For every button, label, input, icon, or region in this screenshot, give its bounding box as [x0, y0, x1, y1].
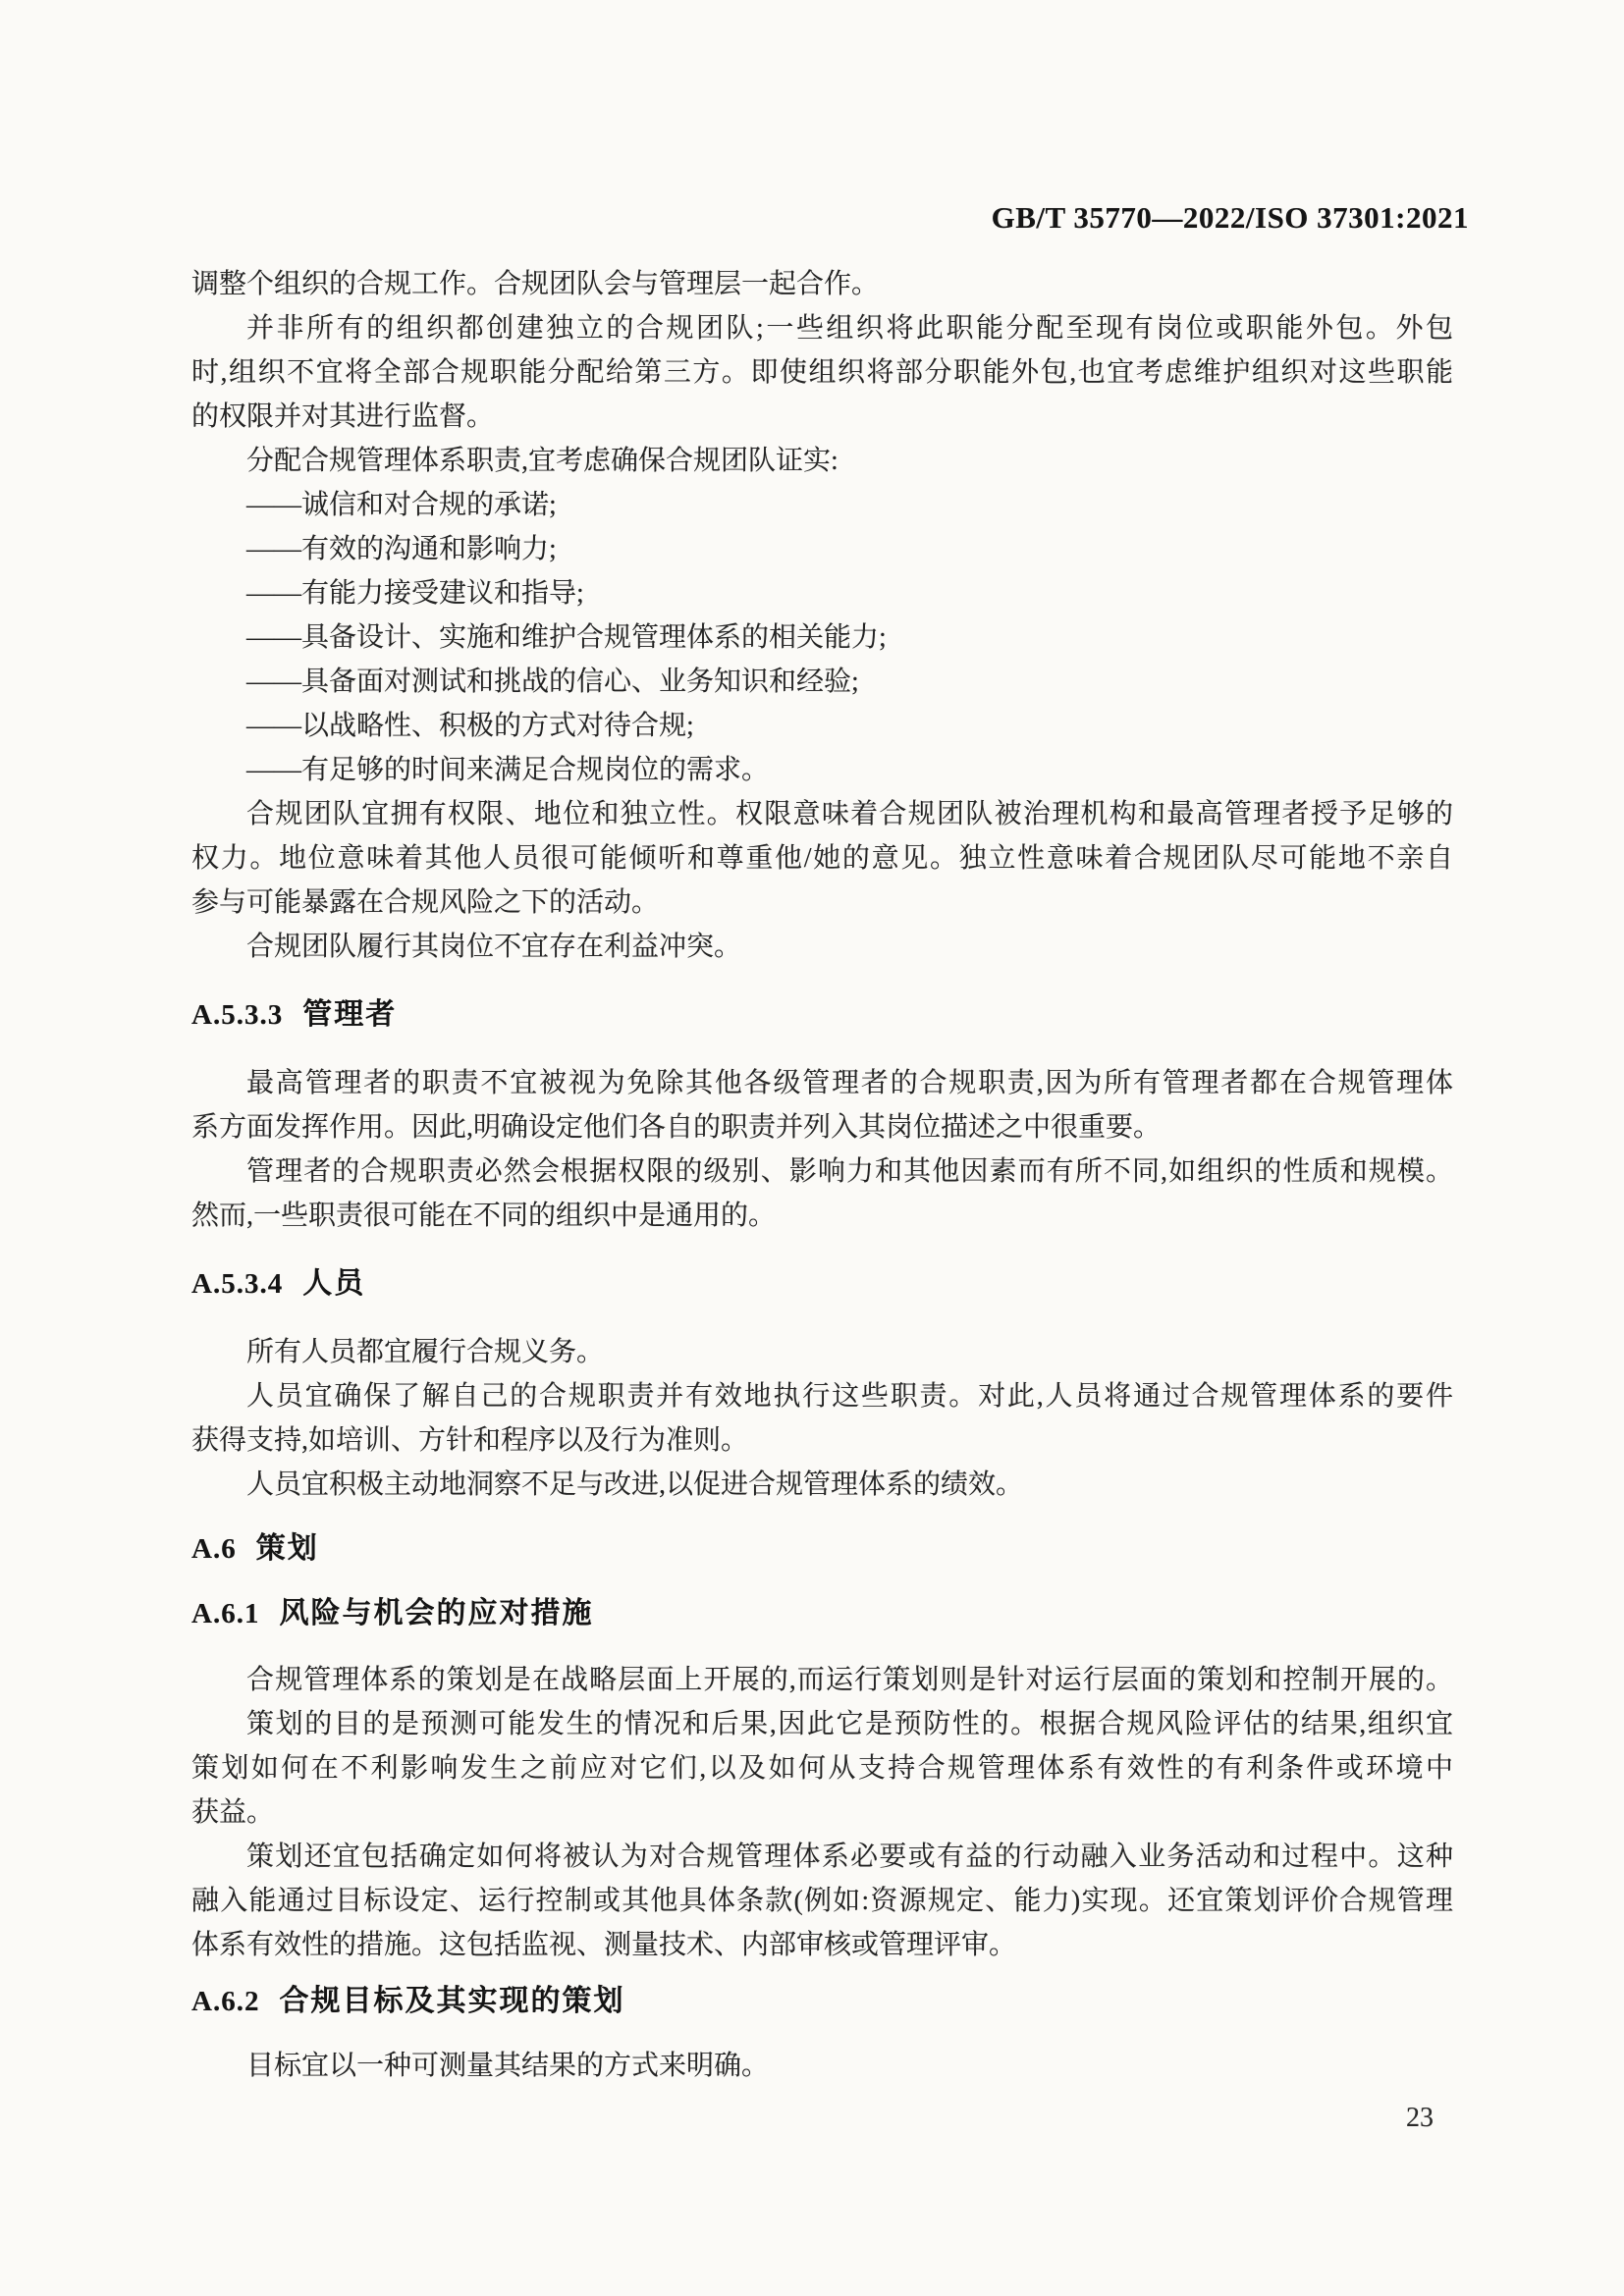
text-line: 的权限并对其进行监督。: [191, 401, 495, 432]
heading-number: A.5.3.3: [191, 999, 284, 1031]
text-line: 目标宜以一种可测量其结果的方式来明确。: [246, 2051, 770, 2081]
dash-list-item: ——以战略性、积极的方式对待合规;: [246, 711, 694, 741]
dash-list-item: ——诚信和对合规的承诺;: [246, 490, 557, 520]
section-heading-a-5-3-4: [191, 1261, 1453, 1307]
page-header-standard-code: GB/T 35770—2022/ISO 37301:2021: [991, 200, 1469, 235]
text-line: 人员宜确保了解自己的合规职责并有效地执行这些职责。对此,人员将通过合规管理体系的要件: [246, 1381, 1453, 1412]
text-line: 最高管理者的职责不宜被视为免除其他各级管理者的合规职责,因为所有管理者都在合规管理体: [246, 1068, 1453, 1098]
heading-number: A.5.3.4: [191, 1268, 284, 1300]
section-heading-a-6-2: [191, 1979, 1453, 2024]
text-line: 系方面发挥作用。因此,明确设定他们各自的职责并列入其岗位描述之中很重要。: [191, 1112, 1162, 1143]
text-line: 策划的目的是预测可能发生的情况和后果,因此它是预防性的。根据合规风险评估的结果,组织宜: [246, 1709, 1453, 1739]
heading-number: A.6.1: [191, 1598, 260, 1629]
heading-title: 策划: [255, 1532, 319, 1565]
text-line: 管理者的合规职责必然会根据权限的级别、影响力和其他因素而有所不同,如组织的性质和规模。: [246, 1156, 1453, 1187]
text-line: 权力。地位意味着其他人员很可能倾听和尊重他/她的意见。独立性意味着合规团队尽可能地不亲自: [191, 843, 1453, 874]
text-line: 合规管理体系的策划是在战略层面上开展的,而运行策划则是针对运行层面的策划和控制开展的。: [246, 1665, 1453, 1695]
text-line: 所有人员都宜履行合规义务。: [246, 1337, 605, 1367]
text-line: 参与可能暴露在合规风险之下的活动。: [191, 887, 660, 918]
section-heading-a-6-1: [191, 1591, 1453, 1636]
section-heading-a-6: [191, 1526, 1453, 1572]
text-line: 体系有效性的措施。这包括监视、测量技术、内部审核或管理评审。: [191, 1930, 1017, 1960]
text-line: 策划还宜包括确定如何将被认为对合规管理体系必要或有益的行动融入业务活动和过程中。这种: [246, 1842, 1453, 1872]
dash-list-item: ——有能力接受建议和指导;: [246, 578, 584, 609]
text-line: 分配合规管理体系职责,宜考虑确保合规团队证实:: [246, 446, 839, 476]
dash-list-item: ——具备面对测试和挑战的信心、业务知识和经验;: [246, 667, 859, 697]
text-line: 合规团队履行其岗位不宜存在利益冲突。: [246, 932, 742, 962]
text-line: 获益。: [191, 1797, 275, 1828]
text-line: 合规团队宜拥有权限、地位和独立性。权限意味着合规团队被治理机构和最高管理者授予足够的: [246, 799, 1453, 829]
text-line: 策划如何在不利影响发生之前应对它们,以及如何从支持合规管理体系有效性的有利条件或环境中: [191, 1753, 1453, 1784]
text-line: 人员宜积极主动地洞察不足与改进,以促进合规管理体系的绩效。: [246, 1469, 1024, 1500]
dash-list-item: ——有效的沟通和影响力;: [246, 534, 557, 564]
document-body: [191, 262, 1453, 2088]
heading-number: A.6: [191, 1533, 237, 1565]
heading-number: A.6.2: [191, 1986, 260, 2017]
page-number: 23: [1406, 2103, 1434, 2133]
section-heading-a-5-3-3: [191, 992, 1453, 1038]
heading-title: 管理者: [302, 998, 398, 1031]
text-line: 然而,一些职责很可能在不同的组织中是通用的。: [191, 1201, 777, 1231]
text-line: 并非所有的组织都创建独立的合规团队;一些组织将此职能分配至现有岗位或职能外包。外包: [246, 313, 1453, 344]
text-line: 融入能通过目标设定、运行控制或其他具体条款(例如:资源规定、能力)实现。还宜策划评价合规管理: [191, 1886, 1453, 1916]
heading-title: 风险与机会的应对措施: [279, 1597, 594, 1629]
dash-list-item: ——具备设计、实施和维护合规管理体系的相关能力;: [246, 622, 887, 653]
heading-title: 人员: [302, 1267, 366, 1300]
text-line: 调整个组织的合规工作。合规团队会与管理层一起合作。: [191, 269, 880, 299]
text-line: 获得支持,如培训、方针和程序以及行为准则。: [191, 1425, 749, 1456]
dash-list-item: ——有足够的时间来满足合规岗位的需求。: [246, 755, 770, 785]
heading-title: 合规目标及其实现的策划: [279, 1985, 625, 2017]
text-line: 时,组织不宜将全部合规职能分配给第三方。即使组织将部分职能外包,也宜考虑维护组织对这些职能: [191, 357, 1453, 388]
